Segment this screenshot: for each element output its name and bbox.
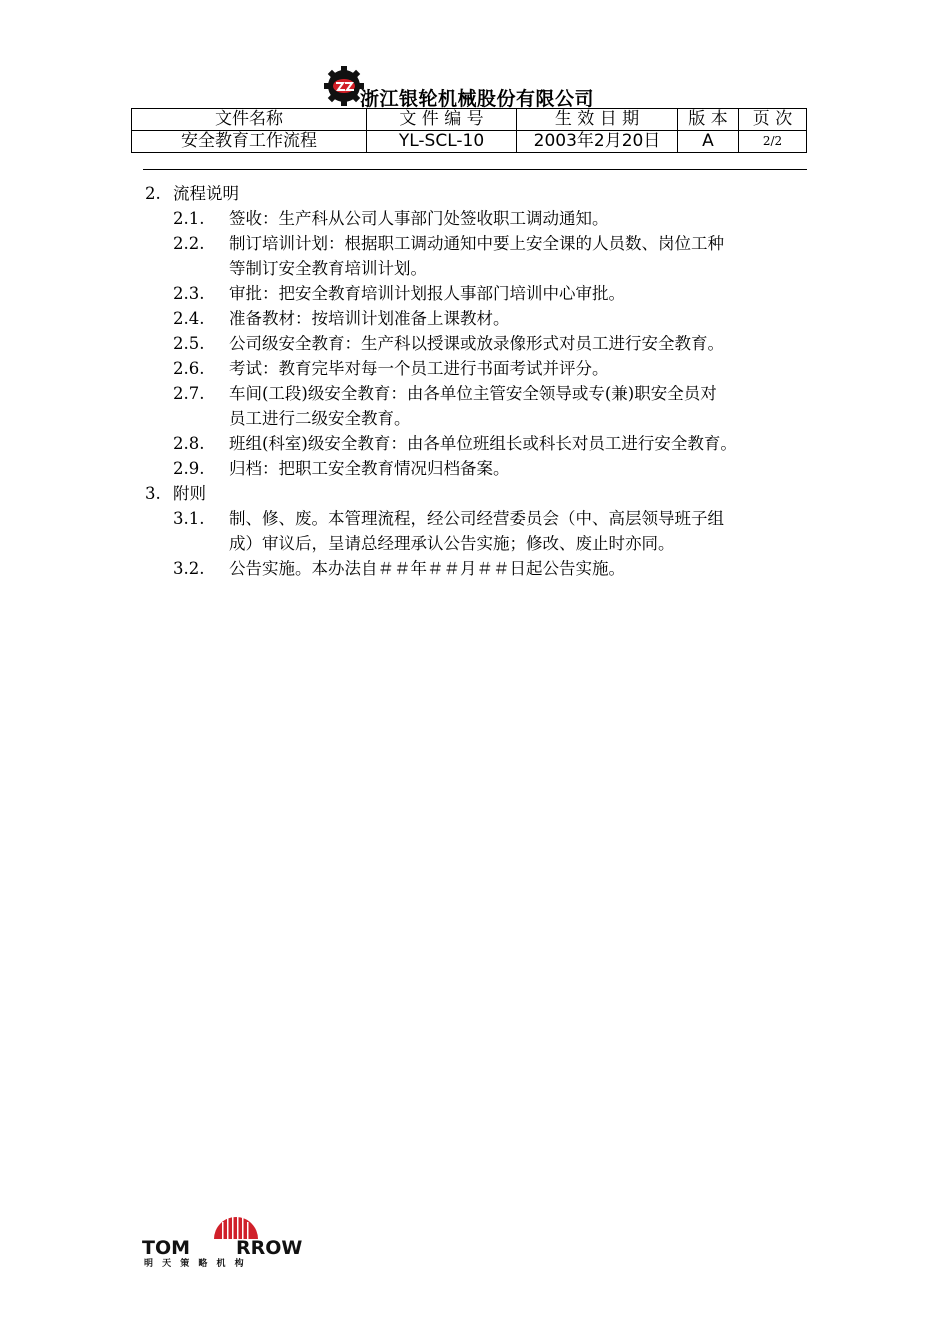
item-text: 制订培训计划：根据职工调动通知中要上安全课的人员数、岗位工种 xyxy=(229,234,724,253)
meta-value-page: 2/2 xyxy=(739,131,807,153)
item-number: 2.1. xyxy=(173,209,205,228)
item-text: 准备教材：按培训计划准备上课教材。 xyxy=(229,309,510,328)
item-number: 2.9. xyxy=(173,459,205,478)
tomorrow-logo-icon xyxy=(142,1212,304,1268)
meta-label-effective-date: 生 效 日 期 xyxy=(517,109,678,131)
meta-value-row xyxy=(132,131,807,153)
item-number: 2.4. xyxy=(173,309,205,328)
meta-label-page: 页 次 xyxy=(739,109,807,131)
meta-value-version: A xyxy=(678,131,739,153)
item-text: 制、修、废。本管理流程，经公司经营委员会（中、高层领导班子组 xyxy=(229,509,724,528)
item-text-continued: 员工进行二级安全教育。 xyxy=(229,409,411,428)
item-number: 2.5. xyxy=(173,334,205,353)
meta-value-effective-date: 2003年2月20日 xyxy=(517,131,678,153)
document-meta-table xyxy=(131,108,807,153)
item-number: 3.2. xyxy=(173,559,205,578)
header-bottom-rule xyxy=(143,169,807,170)
item-number: 2.6. xyxy=(173,359,205,378)
meta-label-row xyxy=(132,109,807,131)
section-number: 2. xyxy=(145,184,161,203)
item-text: 考试：教育完毕对每一个员工进行书面考试并评分。 xyxy=(229,359,609,378)
logo-subtitle: 明 天 策 略 机 构 xyxy=(144,1259,247,1268)
item-text-continued: 等制订安全教育培训计划。 xyxy=(229,259,427,278)
meta-value-file-name: 安全教育工作流程 xyxy=(132,131,367,153)
item-text: 归档：把职工安全教育情况归档备案。 xyxy=(229,459,510,478)
item-text-continued: 成）审议后，呈请总经理承认公告实施；修改、废止时亦同。 xyxy=(229,534,675,553)
item-text: 车间(工段)级安全教育：由各单位主管安全领导或专(兼)职安全员对 xyxy=(229,384,717,403)
meta-label-file-number: 文 件 编 号 xyxy=(367,109,517,131)
logo-text-right: RROW xyxy=(236,1237,303,1259)
item-text: 班组(科室)级安全教育：由各单位班组长或科长对员工进行安全教育。 xyxy=(229,434,737,453)
item-number: 2.3. xyxy=(173,284,205,303)
meta-value-file-number: YL-SCL-10 xyxy=(367,131,517,153)
item-number: 2.7. xyxy=(173,384,205,403)
item-text: 签收：生产科从公司人事部门处签收职工调动通知。 xyxy=(229,209,609,228)
item-text: 公司级安全教育：生产科以授课或放录像形式对员工进行安全教育。 xyxy=(229,334,724,353)
company-name: 浙江银轮机械股份有限公司 xyxy=(360,88,595,110)
item-number: 3.1. xyxy=(173,509,205,528)
item-number: 2.2. xyxy=(173,234,205,253)
section-title: 附则 xyxy=(173,484,206,503)
logo-text-left: TOM xyxy=(142,1237,191,1259)
item-number: 2.8. xyxy=(173,434,205,453)
meta-label-version: 版 本 xyxy=(678,109,739,131)
meta-label-file-name: 文件名称 xyxy=(132,109,367,131)
item-text: 公告实施。本办法自＃＃年＃＃月＃＃日起公告实施。 xyxy=(229,559,625,578)
section-title: 流程说明 xyxy=(173,184,239,203)
item-text: 审批：把安全教育培训计划报人事部门培训中心审批。 xyxy=(229,284,625,303)
section-number: 3. xyxy=(145,484,161,503)
